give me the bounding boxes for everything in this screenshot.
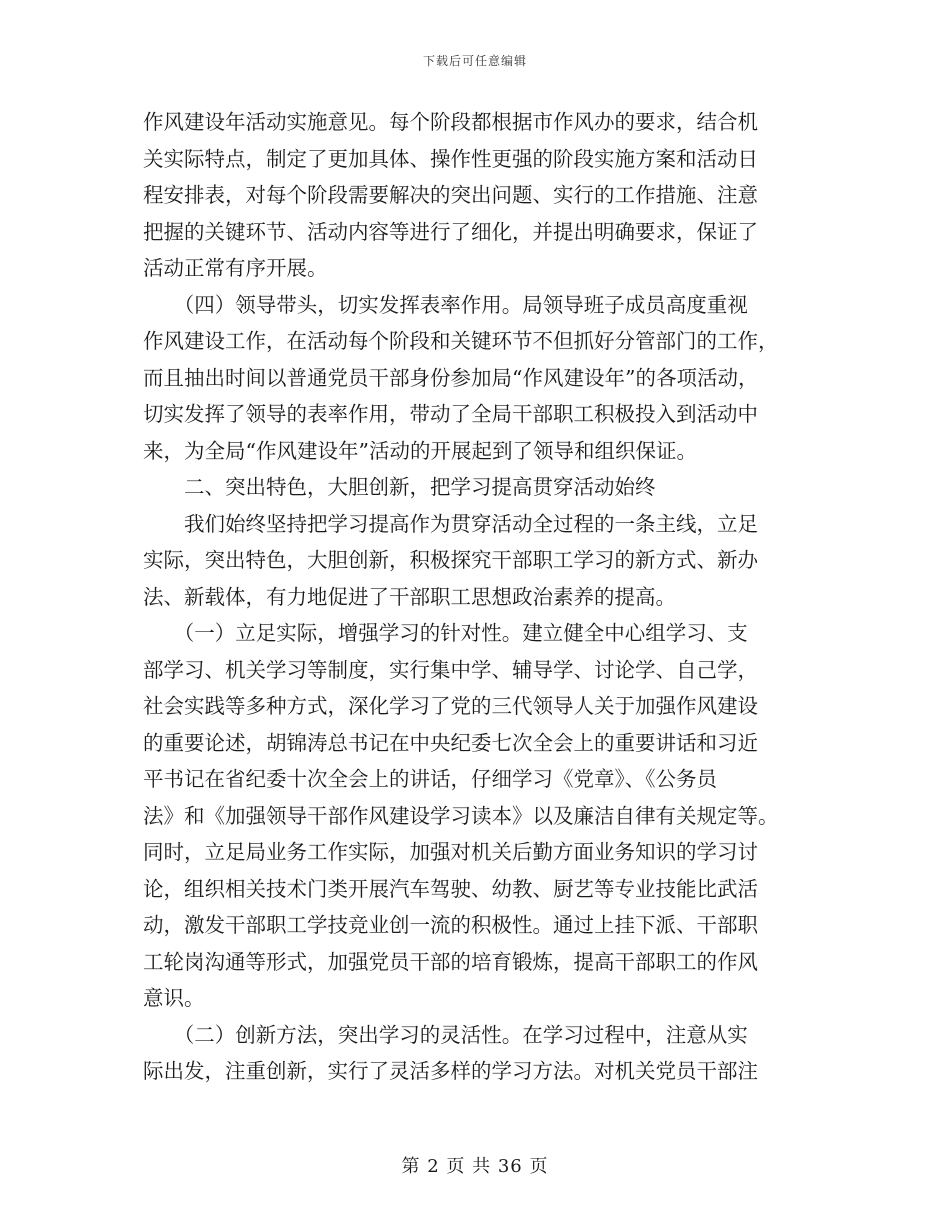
text-line: 法》和《加强领导干部作风建设学习读本》以及廉洁自律有关规定等。: [143, 803, 779, 828]
text-line: 法、新载体，有力地促进了干部职工思想政治素养的提高。: [143, 584, 676, 609]
text-line: 际出发，注重创新，实行了灵活多样的学习方法。对机关党员干部注: [143, 1059, 758, 1083]
text-line: 论，组织相关技术门类开展汽车驾驶、幼教、厨艺等专业技能比武活: [143, 876, 758, 901]
text-line: 我们始终坚持把学习提高作为贯穿活动全过程的一条主线，立足: [143, 511, 758, 536]
document-body: [143, 104, 805, 1090]
text-line: 切实发挥了领导的表率作用，带动了全局干部职工积极投入到活动中: [143, 402, 758, 426]
text-line: 作风建设年活动实施意见。每个阶段都根据市作风办的要求，结合机: [143, 110, 758, 134]
text-line: 部学习、机关学习等制度，实行集中学、辅导学、讨论学、自己学，: [143, 657, 758, 682]
section-heading: 二、突出特色，大胆创新，把学习提高贯穿活动始终: [143, 475, 656, 499]
text-line: 程安排表，对每个阶段需要解决的突出问题、实行的工作措施、注意: [143, 183, 758, 207]
text-line: 关实际特点，制定了更加具体、操作性更强的阶段实施方案和活动日: [143, 146, 758, 171]
text-line: 工轮岗沟通等形式，加强党员干部的培育锻炼，提高干部职工的作风: [143, 949, 758, 974]
page-header: 下载后可任意编辑: [422, 54, 527, 68]
text-line: （一）立足实际，增强学习的针对性。建立健全中心组学习、支: [143, 621, 748, 645]
text-line: 的重要论述，胡锦涛总书记在中央纪委七次全会上的重要讲话和习近: [143, 730, 758, 755]
text-line: 活动正常有序开展。: [143, 256, 328, 280]
text-line: 把握的关键环节、活动内容等进行了细化，并提出明确要求，保证了: [143, 219, 758, 244]
text-line: 实际，突出特色，大胆创新，积极探究干部职工学习的新方式、新办: [143, 548, 758, 572]
text-line: 而且抽出时间以普通党员干部身份参加局“作风建设年”的各项活动，: [143, 365, 759, 390]
text-line: 作风建设工作，在活动每个阶段和关键环节不但抓好分管部门的工作，: [143, 329, 779, 353]
text-line: （四）领导带头，切实发挥表率作用。局领导班子成员高度重视: [143, 292, 748, 317]
text-line: （二）创新方法，突出学习的灵活性。在学习过程中，注意从实: [143, 1022, 748, 1047]
page-footer: 第 2 页 共 36 页: [401, 1156, 549, 1177]
text-line: 意识。: [143, 986, 205, 1010]
text-line: 平书记在省纪委十次全会上的讲话，仔细学习《党章》、《公务员: [143, 767, 717, 791]
text-line: 社会实践等多种方式，深化学习了党的三代领导人关于加强作风建设: [143, 694, 758, 718]
text-line: 同时，立足局业务工作实际，加强对机关后勤方面业务知识的学习讨: [143, 840, 758, 864]
text-line: 来，为全局“作风建设年”活动的开展起到了领导和组织保证。: [143, 438, 697, 463]
text-line: 动，激发干部职工学技竞业创一流的积极性。通过上挂下派、干部职: [143, 913, 758, 937]
